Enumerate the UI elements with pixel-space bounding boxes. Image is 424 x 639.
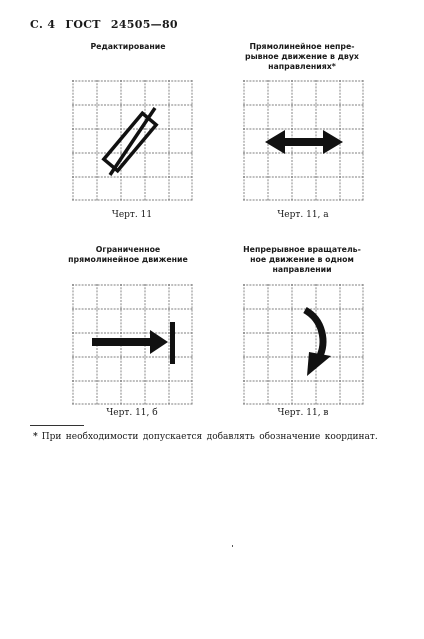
figure-title-two-way — [217, 42, 387, 72]
page-header — [30, 18, 184, 31]
figure-grid-rotation — [243, 284, 364, 405]
footnote-divider — [30, 425, 84, 426]
figure-title-line: Редактирование — [90, 42, 166, 51]
figure-title-line: Прямолинейное непре- — [249, 42, 355, 51]
figure-title-line: направлении — [272, 265, 332, 274]
grid-svg-limited — [72, 284, 193, 405]
scan-speck — [232, 545, 233, 547]
figure-title-rotation — [217, 245, 387, 275]
footnote-text: При необходимости допускается добавлять обозначение координат. — [41, 432, 378, 442]
figure-grid-two-way — [243, 80, 364, 201]
figure-label-limited: Черт. 11, б — [106, 408, 158, 418]
figure-title-line: ное движение в одном — [250, 255, 354, 264]
figure-title-line: Ограниченное — [95, 245, 161, 254]
figure-grid-limited — [72, 284, 193, 405]
figure-label-edit: Черт. 11 — [111, 210, 153, 220]
page-reference: С. 4 — [30, 18, 56, 31]
double-arrow-icon — [265, 130, 343, 154]
figure-title-limited — [43, 245, 213, 265]
standard-name: ГОСТ — [65, 18, 101, 31]
figure-title-line: Непрерывное вращатель- — [243, 245, 361, 254]
grid-svg-edit — [72, 80, 193, 201]
arrow-to-stop-icon — [92, 322, 175, 364]
figure-title-line: направлениях* — [268, 62, 336, 71]
figure-title-line: прямолинейное движение — [68, 255, 188, 264]
figure-label-two-way: Черт. 11, а — [277, 210, 329, 220]
standard-number: 24505—80 — [110, 18, 178, 31]
footnote — [33, 432, 378, 442]
footnote-marker: * — [33, 432, 38, 442]
grid-svg-two-way — [243, 80, 364, 201]
figure-grid-edit — [72, 80, 193, 201]
figure-title-edit — [43, 42, 213, 52]
grid-lines — [243, 284, 364, 405]
figure-label-rotation: Черт. 11, в — [277, 408, 329, 418]
grid-svg-rotation — [243, 284, 364, 405]
figure-title-line: рывное движение в двух — [245, 52, 359, 61]
edit-rectangle-icon — [104, 108, 156, 175]
curved-arrow-icon — [305, 310, 331, 376]
